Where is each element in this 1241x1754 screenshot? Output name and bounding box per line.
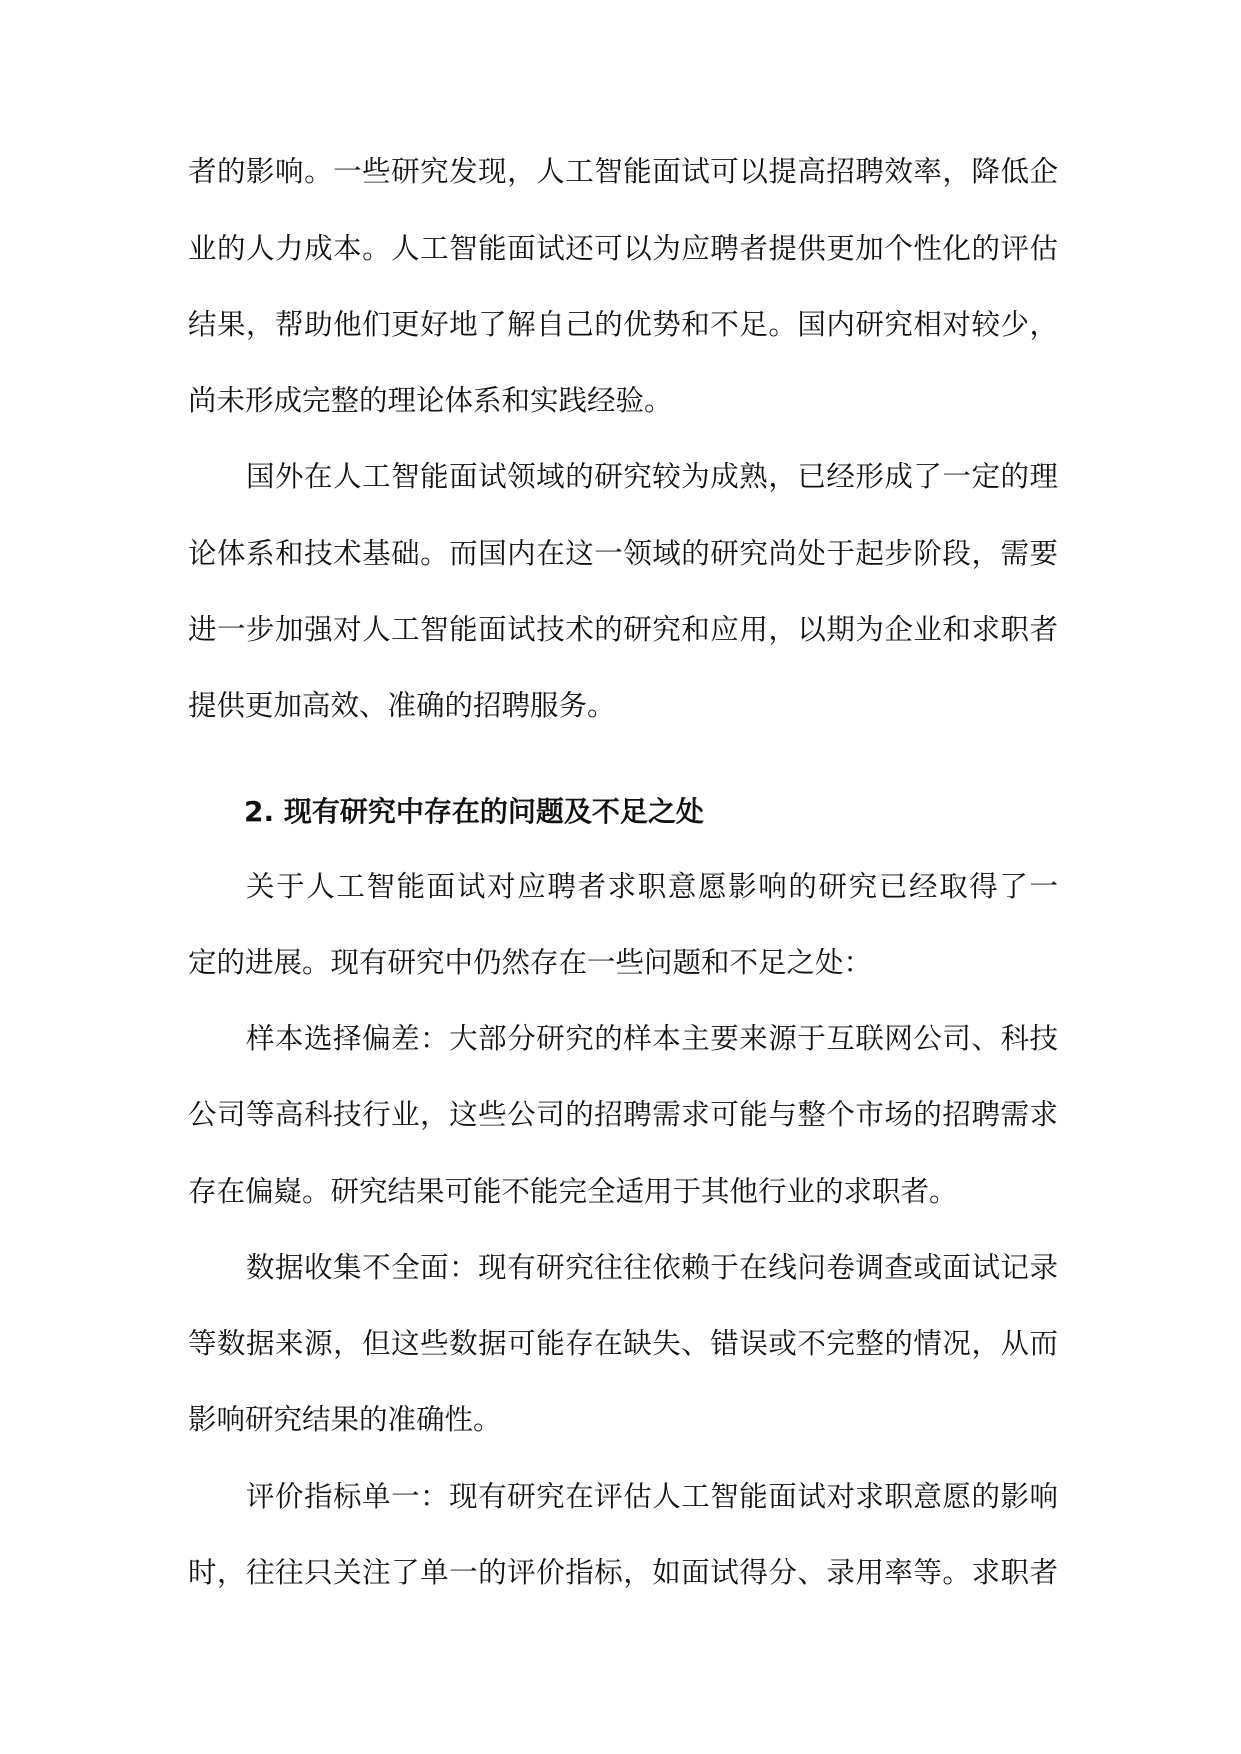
paragraph-line: 提供更加高效、准确的招聘服务。 [188, 689, 616, 722]
paragraph-line: 等数据来源，但这些数据可能存在缺失、错误或不完整的情况，从而 [188, 1327, 1058, 1360]
paragraph-line: 数据收集不全面：现有研究往往依赖于在线问卷调查或面试记录 [246, 1251, 1058, 1284]
paragraph-line: 样本选择偏差：大部分研究的样本主要来源于互联网公司、科技 [246, 1022, 1058, 1055]
section-heading: 2. 现有研究中存在的问题及不足之处 [244, 795, 704, 828]
paragraph-line: 业的人力成本。人工智能面试还可以为应聘者提供更加个性化的评估 [188, 232, 1058, 265]
paragraph-line: 尚未形成完整的理论体系和实践经验。 [188, 384, 673, 417]
paragraph-line: 论体系和技术基础。而国内在这一领域的研究尚处于起步阶段，需要 [188, 537, 1058, 570]
paragraph-line: 评价指标单一：现有研究在评估人工智能面试对求职意愿的影响 [246, 1480, 1058, 1513]
paragraph-line: 结果，帮助他们更好地了解自己的优势和不足。国内研究相对较少， [188, 308, 1058, 341]
paragraph-line: 定的进展。现有研究中仍然存在一些问题和不足之处： [188, 946, 873, 979]
paragraph-line: 存在偏嶷。研究结果可能不能完全适用于其他行业的求职者。 [188, 1175, 958, 1208]
paragraph-line: 时，往往只关注了单一的评价指标，如面试得分、录用率等。求职者 [188, 1556, 1058, 1589]
paragraph-line: 者的影响。一些研究发现，人工智能面试可以提高招聘效率，降低企 [188, 155, 1058, 188]
paragraph-line: 影响研究结果的准确性。 [188, 1403, 502, 1436]
paragraph-line: 进一步加强对人工智能面试技术的研究和应用，以期为企业和求职者 [188, 613, 1058, 646]
paragraph-line: 关于人工智能面试对应聘者求职意愿影响的研究已经取得了一 [246, 870, 1058, 903]
paragraph-line: 公司等高科技行业，这些公司的招聘需求可能与整个市场的招聘需求 [188, 1098, 1058, 1131]
paragraph-line: 国外在人工智能面试领域的研究较为成熟，已经形成了一定的理 [246, 460, 1058, 493]
